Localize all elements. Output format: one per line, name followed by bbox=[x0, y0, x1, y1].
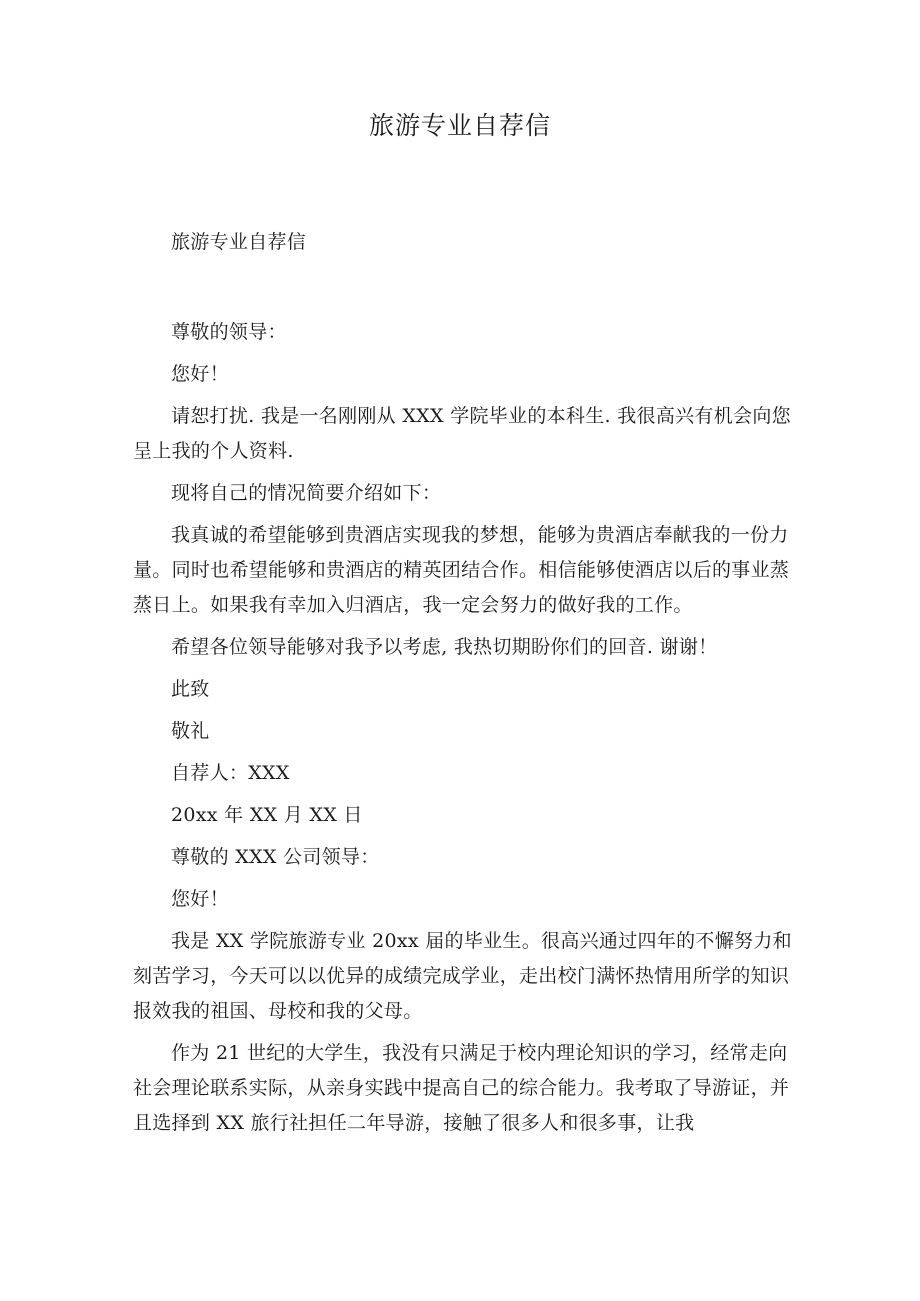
paragraph-overview: 现将自己的情况简要介绍如下： bbox=[171, 482, 442, 504]
document-body bbox=[133, 225, 793, 1141]
paragraph-greeting: 您好！ bbox=[171, 363, 229, 385]
paragraph-closing-1: 此致 bbox=[171, 678, 210, 700]
paragraph-self-intro: 我是 XX 学院旅游专业 20xx 届的毕业生。很高兴通过四年的不懈努力和刻苦学习，今天可以以优异的成绩完成学业，走出校门满怀热情用所学的知识报效我的祖国、母校和我的父母。 bbox=[133, 930, 792, 1022]
paragraph-date: 20xx 年 XX 月 XX 日 bbox=[171, 804, 363, 826]
paragraph-experience: 作为 21 世纪的大学生，我没有只满足于校内理论知识的学习，经常走向社会理论联系实际，从亲身实践中提高自己的综合能力。我考取了导游证，并且选择到 XX 旅行社担任二年导游，接触了很多人和很多事，让我 bbox=[133, 1042, 790, 1134]
paragraph-signature: 自荐人：XXX bbox=[171, 762, 290, 784]
paragraph-request: 希望各位领导能够对我予以考虑, 我热切期盼你们的回音. 谢谢！ bbox=[171, 636, 718, 658]
paragraph-closing-2: 敬礼 bbox=[171, 720, 210, 742]
paragraph-intro: 请恕打扰. 我是一名刚刚从 XXX 学院毕业的本科生. 我很高兴有机会向您呈上我的个人资料. bbox=[133, 405, 791, 462]
paragraph-salutation: 尊敬的领导： bbox=[171, 321, 287, 343]
document-title: 旅游专业自荐信 bbox=[368, 111, 551, 140]
paragraph-greeting-2: 您好！ bbox=[171, 888, 229, 910]
paragraph-aspiration: 我真诚的希望能够到贵酒店实现我的梦想，能够为贵酒店奉献我的一份力量。同时也希望能够和贵酒店的精英团结合作。相信能够使酒店以后的事业蒸蒸日上。如果我有幸加入归酒店，我一定会努力的做好我的工作。 bbox=[133, 524, 790, 616]
paragraph-heading: 旅游专业自荐信 bbox=[171, 231, 307, 253]
paragraph-salutation-2: 尊敬的 XXX 公司领导： bbox=[171, 846, 380, 868]
